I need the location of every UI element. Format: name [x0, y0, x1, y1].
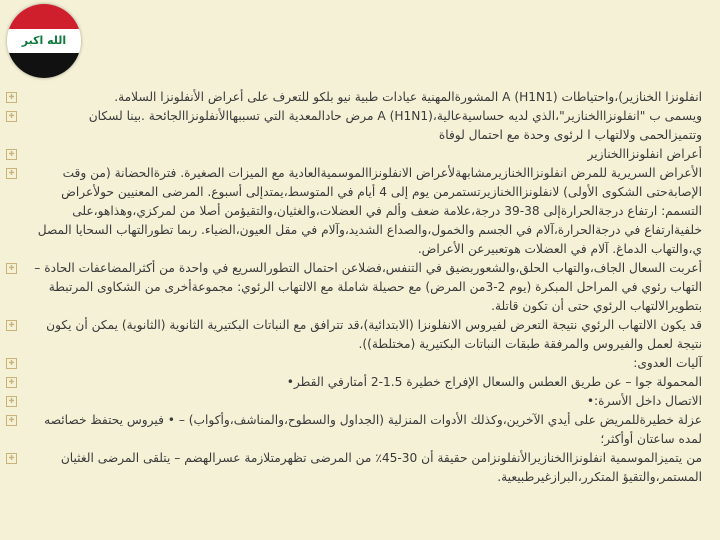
slide-body — [8, 88, 702, 487]
list-item — [8, 145, 702, 164]
paragraph-text: أعربت السعال الجاف،والتهاب الحلق،والشعوربضيق في التنفس،فضلاعن احتمال التطورالسريع في واحدة من أكثرالمضاعفات الحادة – التهاب رئوي في المراحل المبكرة (يوم 2-3من المرض) مع حصيلة شاملة مع الالتهاب الرئوي: مجموعةأخرى من الشكاوى المرتبطة بتطويرالالتهاب الرئوي حتى أن تكون قاتلة. — [34, 261, 702, 313]
bullet-icon: ✚ — [6, 263, 17, 274]
flag-white-band — [7, 29, 81, 54]
paragraph-text: الأعراض السريرية للمرض انفلونزاالخنازيرمشابهةلأعراض الانفلونزاالموسميةالعادية مع الميزات الصغيرة. فترةالحضانة (من وقت الإصابةحتى الشكوى الأولى) لانفلونزاالخنازيرتستمرمن يوم إلى 4 أيام في المتوسط،يمتدإلى أسبوع. المرضى المعنيين حولأعراض التسمم: ارتفاع درجةالحرارةإلى 38-39 درجة،علامة ضعف وألم في العضلات،والغثيان،والتقيؤمن أصلا من لمركزي،وهذاهو،على خلفيةارتفاع في درجةالحرارة،آلام في الجسم والخمول،والصداع الشديد،وآلام في مقل العيون،الضياء. ربما تطورالتهاب السحايا المصل ي،والتهاب الدماغ. آلام في العضلات هوتعبيرعن الأعراض. — [37, 166, 702, 256]
flag-black-band — [7, 53, 81, 78]
paragraph-text: من يتميزالموسمية انفلونزاالخنازيرالأنفلونزامن حقيقة أن 30-45٪ من المرضى تظهرمتلازمة عسرالهضم – يتلقى المرضى الغثيان المستمر،والتقيؤ المتكرر،البرازغيرطبيعية. — [60, 451, 702, 484]
list-item — [8, 316, 702, 354]
list-item — [8, 164, 702, 259]
list-item — [8, 88, 702, 107]
paragraph-text: أعراض انفلونزاالخنازير — [587, 147, 702, 161]
bullet-icon: ✚ — [6, 92, 17, 103]
list-item — [8, 373, 702, 392]
bullet-icon: ✚ — [6, 396, 17, 407]
paragraph-text: الاتصال داخل الأسرة:• — [586, 394, 702, 408]
bullet-icon: ✚ — [6, 111, 17, 122]
paragraph-text: المحمولة جوا – عن طريق العطس والسعال الإفراج خطيرة 1.5-2 أمتارفي القطر• — [286, 375, 702, 389]
paragraph-text: ويسمى ب "انفلونزاالخنازير"،الذي لديه حساسيةعالية،(H1N1) A مرض حادالمعدية التي تسببهاالأنفلونزاالجائحة .بينا لسكان وتتميزالحمى ولالتهاب ا لرئوى وحدة مع احتمال لوفاة — [88, 109, 702, 142]
list-item — [8, 392, 702, 411]
list-item — [8, 449, 702, 487]
flag-red-band — [7, 4, 81, 29]
list-item — [8, 259, 702, 316]
list-item — [8, 107, 702, 145]
paragraph-text: انفلونزا الخنازير)،واحتياطات (H1N1) A المشورةالمهنية عيادات طبية نيو بلكو للتعرف على أعراض الأنفلونزا السلامة. — [114, 90, 702, 104]
bullet-icon: ✚ — [6, 453, 17, 464]
bullet-icon: ✚ — [6, 168, 17, 179]
bullet-icon: ✚ — [6, 415, 17, 426]
paragraph-text: عزلة خطيرةللمريض على أيدي الآخرين،وكذلك الأدوات المنزلية (الجداول والسطوح،والمناشف،وأكواب) – • فيروس يحتفظ خصائصه لمده ساعتان أوأكثر؛ — [44, 413, 702, 446]
bullet-icon: ✚ — [6, 149, 17, 160]
bullet-icon: ✚ — [6, 377, 17, 388]
takbir-script: الله اكبر — [21, 34, 67, 48]
paragraph-text: قد يكون الالتهاب الرئوي نتيجة التعرض لفيروس الانفلونزا (الابتدائية)،قد تترافق مع النباتات البكتيرية الثانوية (الثانوية) يمكن أن يكون نتيجة لعمل والفيروس والمرفقة طبقات النباتات البكتيرية (مختلطة)). — [46, 318, 702, 351]
bullet-icon: ✚ — [6, 320, 17, 331]
bullet-icon: ✚ — [6, 358, 17, 369]
list-item — [8, 411, 702, 449]
list-item — [8, 354, 702, 373]
iraq-flag-logo — [7, 4, 81, 78]
paragraph-text: آليات العدوى: — [633, 356, 702, 370]
